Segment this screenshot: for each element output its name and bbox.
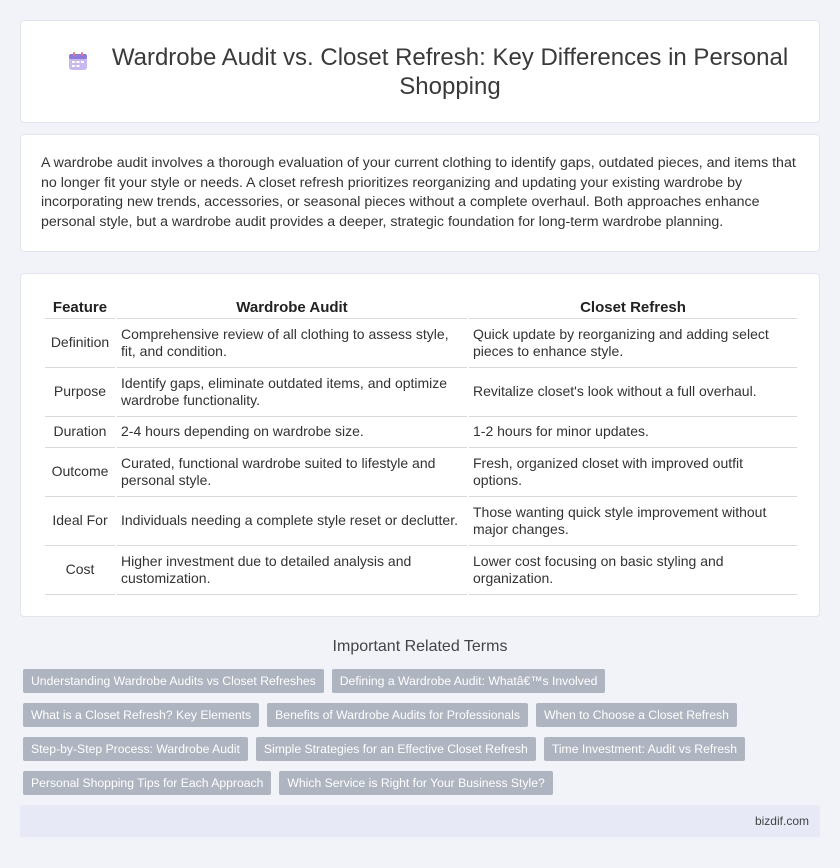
related-terms-list — [23, 669, 823, 805]
tag-row — [23, 771, 823, 795]
row-audit-cell: Curated, functional wardrobe suited to lifestyle and personal style. — [117, 448, 467, 497]
related-term-tag[interactable]: When to Choose a Closet Refresh — [536, 703, 737, 727]
related-term-tag[interactable]: Benefits of Wardrobe Audits for Professionals — [267, 703, 528, 727]
page-title: Wardrobe Audit vs. Closet Refresh: Key Differences in Personal Shopping — [111, 43, 789, 100]
row-audit-cell: Individuals needing a complete style reset or declutter. — [117, 497, 467, 546]
table-row — [45, 546, 797, 595]
table-row — [45, 319, 797, 368]
tag-row — [23, 737, 823, 761]
related-term-tag[interactable]: Understanding Wardrobe Audits vs Closet Refreshes — [23, 669, 324, 693]
row-refresh-cell: Revitalize closet's look without a full overhaul. — [469, 368, 797, 417]
row-feature: Definition — [45, 319, 115, 368]
tag-row — [23, 703, 823, 727]
row-refresh-cell: Lower cost focusing on basic styling and organization. — [469, 546, 797, 595]
footer — [20, 805, 820, 837]
row-audit-cell: 2-4 hours depending on wardrobe size. — [117, 417, 467, 448]
tag-row — [23, 669, 823, 693]
related-term-tag[interactable]: What is a Closet Refresh? Key Elements — [23, 703, 259, 727]
related-term-tag[interactable]: Simple Strategies for an Effective Closet Refresh — [256, 737, 536, 761]
row-feature: Cost — [45, 546, 115, 595]
related-terms-heading: Important Related Terms — [332, 638, 508, 655]
comparison-table — [43, 296, 799, 595]
table-row — [45, 417, 797, 448]
header-wardrobe-audit: Wardrobe Audit — [117, 296, 467, 319]
row-feature: Outcome — [45, 448, 115, 497]
header-feature: Feature — [45, 296, 115, 319]
row-feature: Ideal For — [45, 497, 115, 546]
related-term-tag[interactable]: Personal Shopping Tips for Each Approach — [23, 771, 271, 795]
header-closet-refresh: Closet Refresh — [469, 296, 797, 319]
row-refresh-cell: Quick update by reorganizing and adding select pieces to enhance style. — [469, 319, 797, 368]
row-refresh-cell: Those wanting quick style improvement without major changes. — [469, 497, 797, 546]
comparison-card — [20, 273, 820, 617]
table-header-row — [45, 296, 797, 319]
related-term-tag[interactable]: Defining a Wardrobe Audit: Whatâ€™s Involved — [332, 669, 606, 693]
row-audit-cell: Identify gaps, eliminate outdated items, and optimize wardrobe functionality. — [117, 368, 467, 417]
related-term-tag[interactable]: Step-by-Step Process: Wardrobe Audit — [23, 737, 248, 761]
intro-paragraph: A wardrobe audit involves a thorough evaluation of your current clothing to identify gaps, outdated pieces, and items that no longer fit your style or needs. A closet refresh prioritizes reorganizing and updating your existing wardrobe by incorporating new trends, accessories, or seasonal pieces without a complete overhaul. Both approaches enhance personal style, but a wardrobe audit provides a deeper, strategic foundation for long-term wardrobe planning. — [41, 155, 796, 230]
related-term-tag[interactable]: Time Investment: Audit vs Refresh — [544, 737, 745, 761]
footer-site-link[interactable]: bizdif.com — [754, 814, 809, 828]
table-row — [45, 497, 797, 546]
row-audit-cell: Higher investment due to detailed analysis and customization. — [117, 546, 467, 595]
table-row — [45, 448, 797, 497]
row-refresh-cell: Fresh, organized closet with improved outfit options. — [469, 448, 797, 497]
header-card — [20, 20, 820, 123]
intro-card — [20, 134, 820, 252]
row-feature: Duration — [45, 417, 115, 448]
row-audit-cell: Comprehensive review of all clothing to assess style, fit, and condition. — [117, 319, 467, 368]
table-row — [45, 368, 797, 417]
related-term-tag[interactable]: Which Service is Right for Your Business Style? — [279, 771, 552, 795]
row-refresh-cell: 1-2 hours for minor updates. — [469, 417, 797, 448]
row-feature: Purpose — [45, 368, 115, 417]
